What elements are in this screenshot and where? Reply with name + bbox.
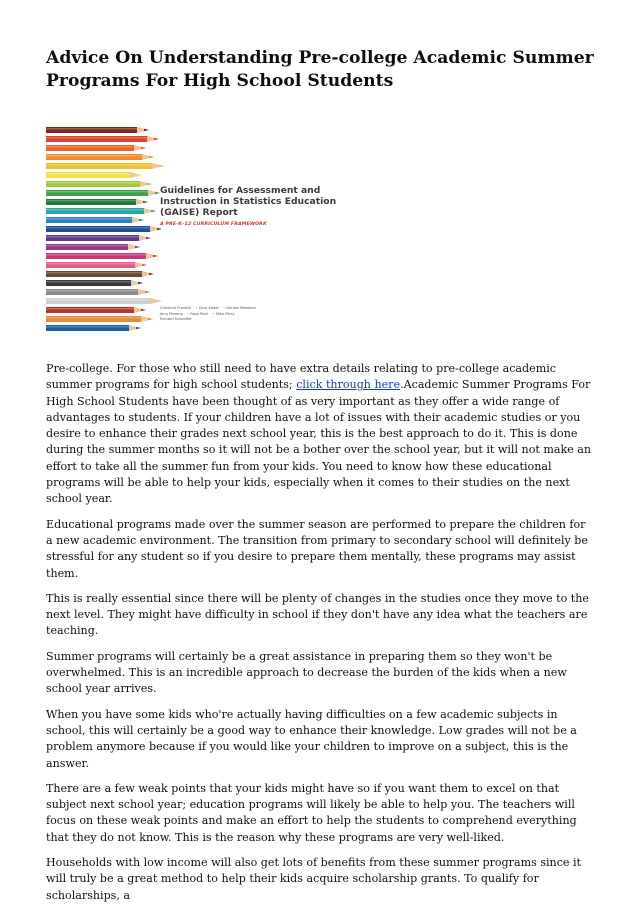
pencil bbox=[46, 325, 141, 331]
pencil bbox=[46, 271, 154, 277]
paragraph: When you have some kids who're actually having difficulties on a few academic subjects in school, this will certainly be a good way to enhance their knowledge. Low grades will not be a problem anymore because if you would like your children to improve on a subject, this is the answer. bbox=[46, 707, 577, 770]
author-name: Christine Franklin bbox=[160, 306, 192, 310]
paragraph: Households with low income will also get lots of benefits from these summer programs since it will truly be a great method to help their kids acquire scholarship grants. To qualify for scholarships, a bbox=[46, 856, 582, 902]
pencil bbox=[46, 316, 153, 322]
author-name: Richard Scheaffer bbox=[160, 317, 192, 322]
pencil bbox=[46, 190, 160, 196]
pencil bbox=[46, 154, 154, 160]
pencil bbox=[46, 208, 156, 214]
pencil bbox=[46, 307, 146, 313]
pencil bbox=[46, 199, 148, 205]
pencil bbox=[46, 181, 152, 187]
report-authors bbox=[160, 306, 340, 323]
paragraph-text: .Academic Summer Programs For High School Students have been thought of as very important as they offer a wide range of advantages to students. If your children have a lot of issues with their academic studies or you desire to enhance their grades next school year, this is the best approach to do it. This is done during the summer months so it will not be a bother over the school year, but it will not make an effort to take all the summer fun from your kids. You need to know how these educational programs will be able to help your kids, especially when it comes to their studies on the next school year. bbox=[46, 378, 592, 506]
report-heading: Guidelines for Assessment and Instruction in Statistics Education (GAISE) Report bbox=[160, 185, 337, 218]
author-name: Jerry Moreno bbox=[160, 311, 183, 316]
pencil bbox=[46, 235, 151, 241]
author-name: • Mike Perry bbox=[213, 312, 235, 316]
paragraph: Educational programs made over the summer season are performed to prepare the children for a new academic environment. The transition from primary to secondary school will definitely be stressful for any student so if you desire to prepare them mentally, these programs may assist them. bbox=[46, 517, 588, 580]
pencil bbox=[46, 253, 158, 259]
paragraph bbox=[46, 361, 594, 508]
pencil bbox=[46, 217, 144, 223]
pencil bbox=[46, 262, 147, 268]
article-body bbox=[46, 361, 594, 913]
pencil bbox=[46, 244, 140, 250]
pencil bbox=[46, 163, 164, 169]
paragraph: Summer programs will certainly be a great assistance in preparing them so they won't be overwhelmed. This is an incredible approach to decrease the burden of the kids when a new school year arrives. bbox=[46, 649, 567, 696]
author-name: • Denise Mewborn bbox=[223, 306, 256, 310]
author-name: • Roxy Peck bbox=[187, 312, 208, 316]
colored-pencils-graphic bbox=[46, 123, 346, 335]
report-subheading: A PRE-K–12 CURRICULUM FRAMEWORK bbox=[160, 222, 267, 227]
pencil bbox=[46, 226, 162, 232]
pencil bbox=[46, 280, 143, 286]
pencil bbox=[46, 298, 162, 304]
pencil bbox=[46, 145, 146, 151]
paragraph-text: Pre-college. For those who still need to have extra details relating to pre-college academic summer programs for high school students; bbox=[46, 362, 556, 392]
report-cover-image bbox=[46, 123, 346, 335]
paragraph: This is really essential since there will be plenty of changes in the studies once they move to the next level. They might have difficulty in school if they don't have any idea what the teachers are teaching. bbox=[46, 591, 589, 638]
pencil bbox=[46, 289, 150, 295]
page-title: Advice On Understanding Pre-college Academic Summer Programs For High School Students bbox=[46, 48, 594, 91]
paragraph: There are a few weak points that your kids might have so if you want them to excel on that subject next school year; education programs will likely be able to help you. The teachers will focus on these weak points and make an effort to help the students to comprehend everything that they do not know. This is the reason why these programs are very well-liked. bbox=[46, 781, 577, 844]
click-through-link[interactable]: click through here bbox=[296, 378, 401, 392]
pencil bbox=[46, 136, 159, 142]
pencil bbox=[46, 172, 142, 178]
pencil bbox=[46, 127, 149, 133]
author-name: • Gary Kader bbox=[195, 306, 218, 310]
